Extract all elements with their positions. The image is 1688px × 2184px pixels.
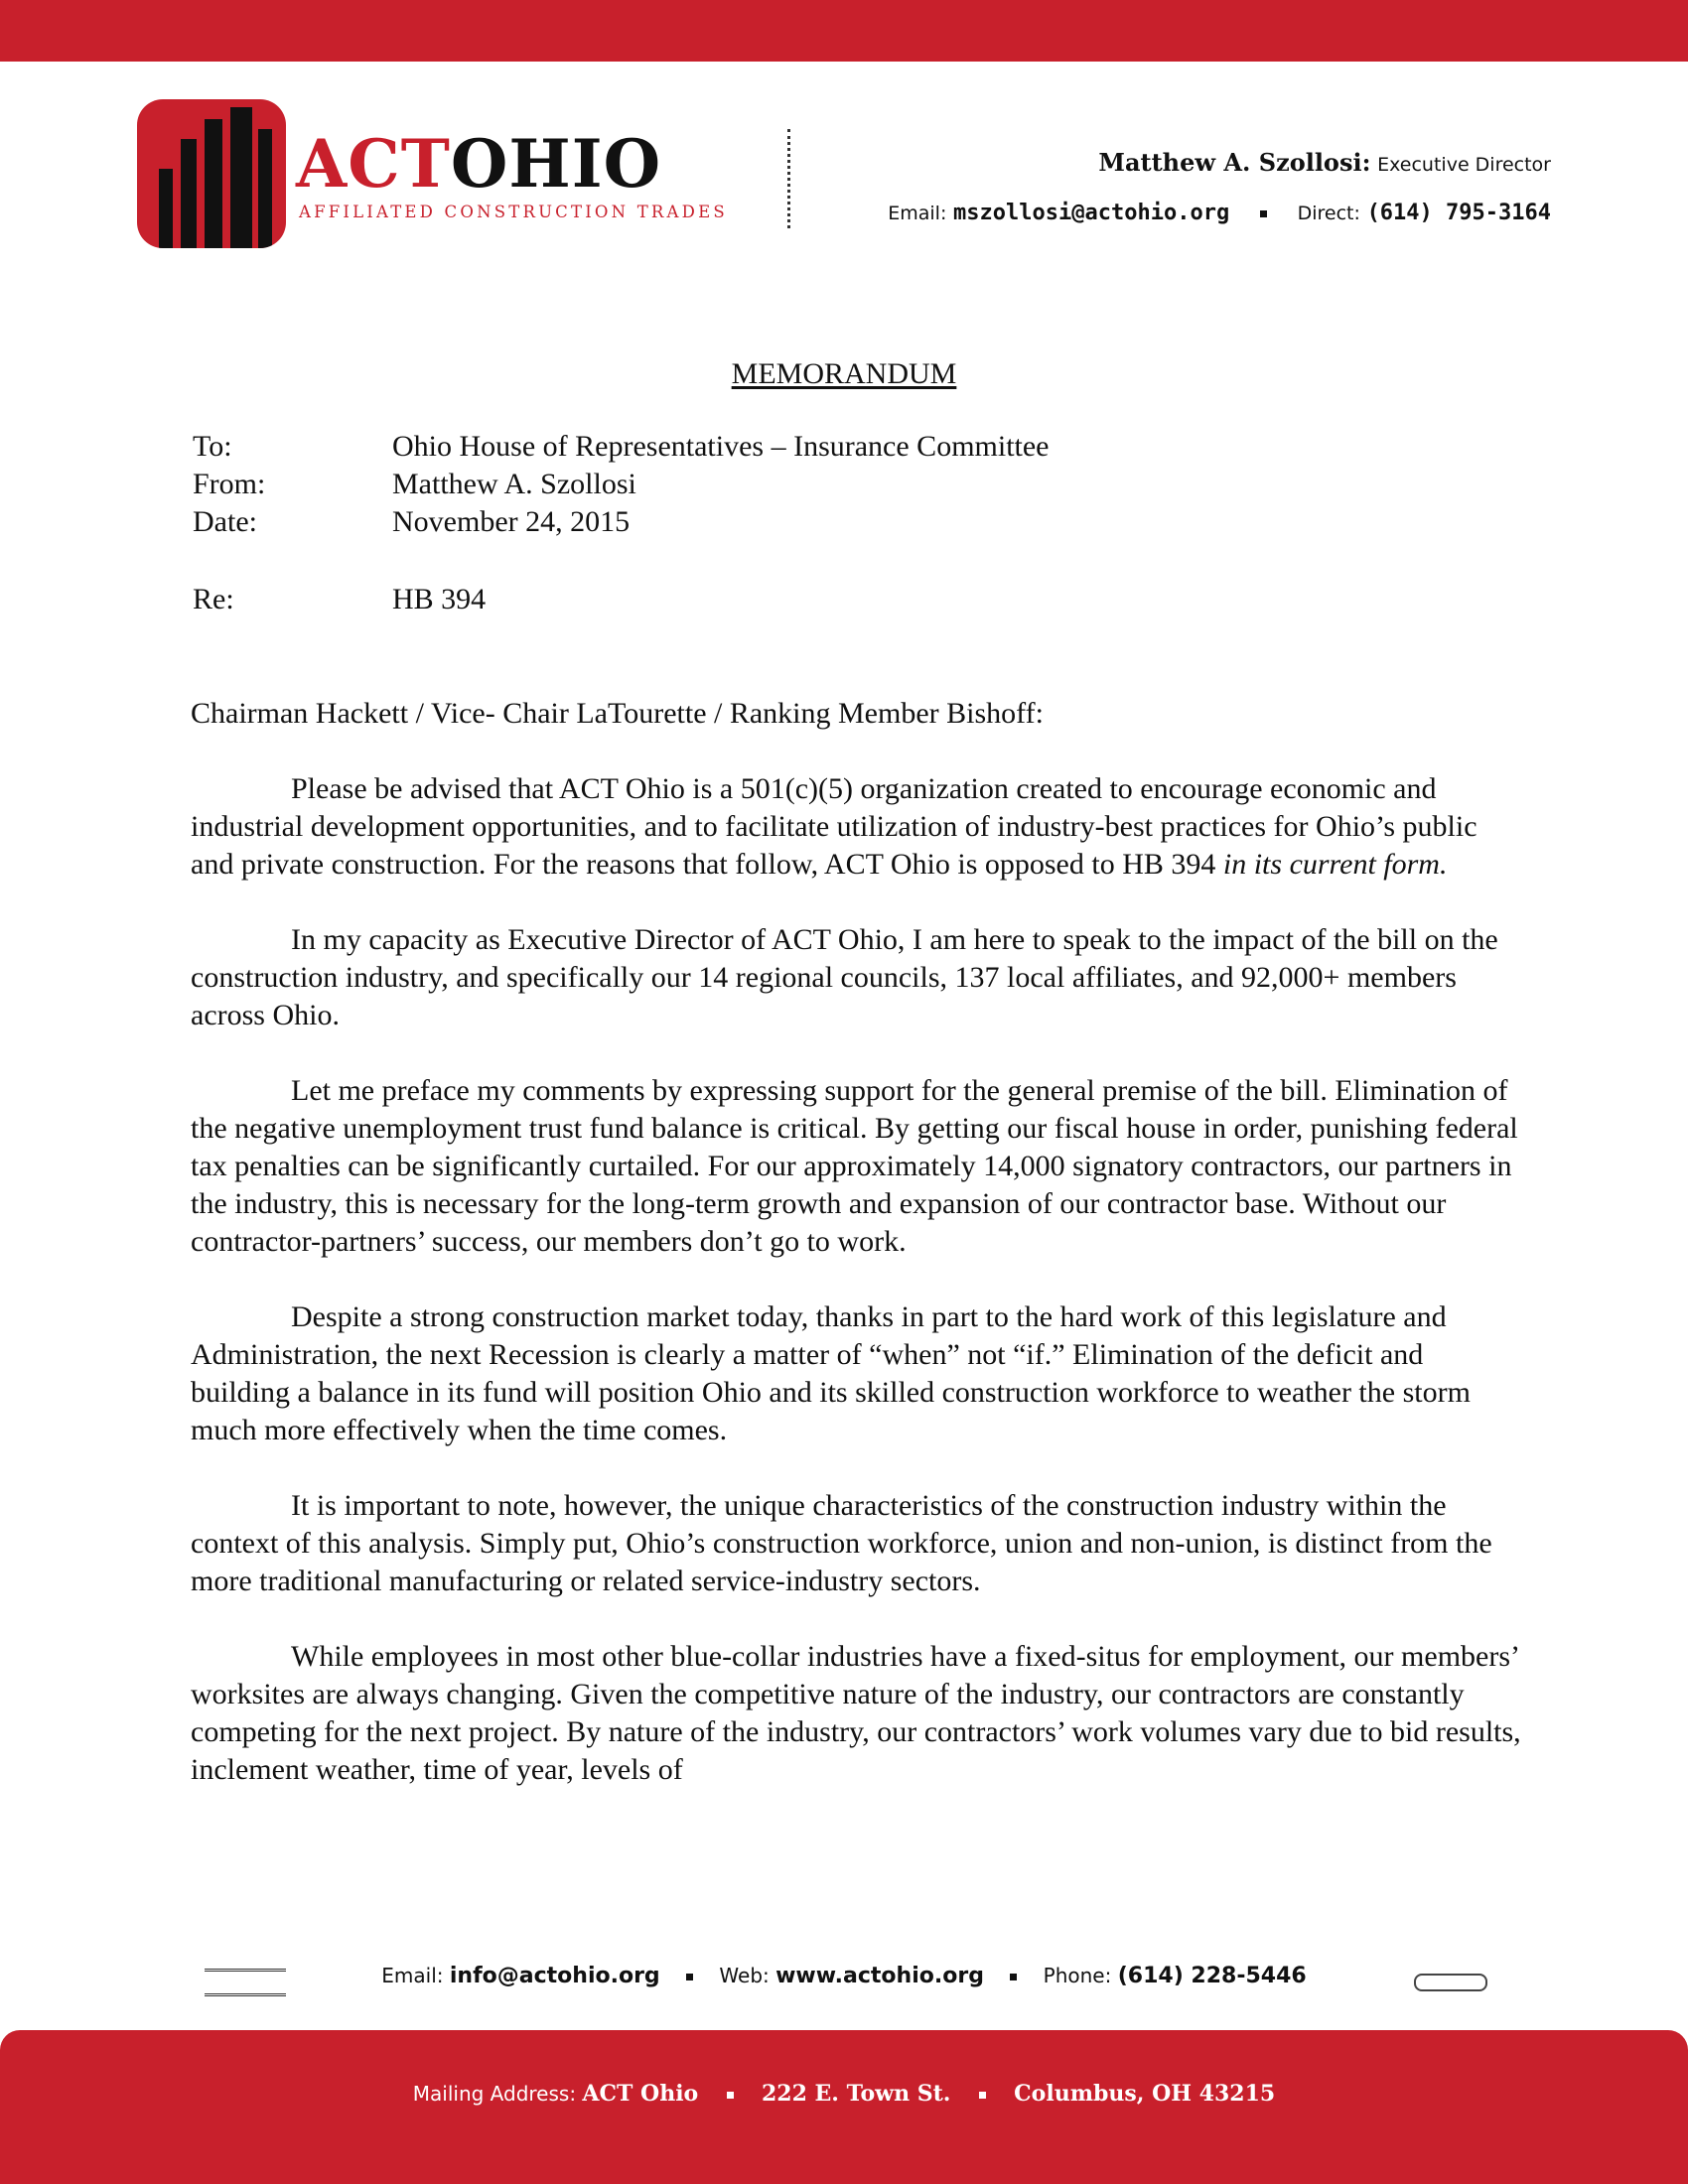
contact-info-line: Email: mszollosi@actohio.org Direct: (614) 795-3164 — [888, 201, 1551, 225]
contact-title: Executive Director — [1377, 154, 1551, 176]
footer-email[interactable]: info@actohio.org — [449, 1964, 660, 1988]
memo-header — [193, 430, 1384, 543]
memo-date-row: Date: November 24, 2015 — [193, 505, 631, 538]
logo-tagline: AFFILIATED CONSTRUCTION TRADES — [299, 203, 728, 221]
act-ohio-logo — [137, 99, 728, 248]
separator-bullet — [1260, 210, 1267, 217]
memo-title: MEMORANDUM — [731, 357, 957, 390]
footer-web[interactable]: www.actohio.org — [775, 1964, 984, 1988]
paragraph-2: In my capacity as Executive Director of ACT Ohio, I am here to speak to the impact of the bill on the construction industry, and specifically our 14 regional councils, 137 local affiliates, and 92,000+ members across Ohio. — [191, 923, 1498, 1031]
memo-body — [191, 695, 1521, 1827]
separator-bullet — [979, 2092, 986, 2099]
paragraph-1: Please be advised that ACT Ohio is a 501(c)(5) organization created to encourage economic and industrial development opportunities, and to facilitate utilization of industry-best practices for Ohio’s public and private construction. For the reasons that follow, ACT Ohio is opposed to HB 394 in its current form. — [191, 772, 1477, 881]
memo-re-row: Re: HB 394 — [193, 583, 487, 615]
paragraph-4: Despite a strong construction market today, thanks in part to the hard work of this legislature and Administration, the next Recession is clearly a matter of “when” not “if.” Elimination of the deficit and building a balance in its fund will position Ohio and its skilled construction workforce to weather the storm much more effectively when the time comes. — [191, 1300, 1471, 1446]
contact-email[interactable]: mszollosi@actohio.org — [953, 201, 1230, 225]
memo-from-row: From: Matthew A. Szollosi — [193, 468, 636, 500]
footer-contact: Email: info@actohio.org Web: www.actohio.org Phone: (614) 228-5446 — [381, 1964, 1307, 1988]
separator-bullet — [686, 1974, 693, 1980]
mailing-address: Mailing Address: ACT Ohio 222 E. Town St. Columbus, OH 43215 — [412, 2081, 1276, 2107]
memo-re: HB 394 — [392, 583, 487, 615]
memo-to-row: To: Ohio House of Representatives – Insurance Committee — [193, 430, 1050, 463]
footer-phone: (614) 228-5446 — [1117, 1964, 1307, 1988]
paragraph-6: While employees in most other blue-collar industries have a fixed-situs for employment, our members’ worksites are always changing. Given the competitive nature of the industry, our contractors are constantly competing for the next project. By nature of the industry, our contractors’ work volumes vary due to bid results, inclement weather, time of year, levels of — [191, 1640, 1521, 1786]
memo-from: Matthew A. Szollosi — [392, 468, 636, 500]
contact-name: Matthew A. Szollosi: — [1098, 148, 1371, 177]
paragraph-3: Let me preface my comments by expressing support for the general premise of the bill. Elimination of the negative unemployment trust fund balance is critical. By getting our fiscal house in order, punishing federal tax penalties can be significantly curtailed. For our approximately 14,000 signatory contractors, our partners in the industry, this is necessary for the long-term growth and expansion of our contractor base. Without our contractor-partners’ success, our members don’t go to work. — [191, 1074, 1518, 1258]
top-red-band — [0, 0, 1688, 62]
mail-org: ACT Ohio — [582, 2081, 699, 2107]
logo-wordmark: ACTOHIO — [296, 125, 662, 203]
header-divider — [787, 129, 790, 228]
salutation: Chairman Hackett / Vice- Chair LaTourette / Ranking Member Bishoff: — [191, 697, 1044, 730]
logo-buildings-icon — [137, 99, 286, 248]
paragraph-5: It is important to note, however, the unique characteristics of the construction industry within the context of this analysis. Simply put, Ohio’s construction workforce, union and non-union, is distinct from the more traditional manufacturing or related service-industry sectors. — [191, 1489, 1492, 1597]
header-contact — [888, 139, 1551, 237]
memo-date: November 24, 2015 — [392, 505, 631, 538]
memo-to: Ohio House of Representatives – Insurance Committee — [392, 430, 1050, 463]
bottom-red-band — [0, 2030, 1688, 2184]
mail-city: Columbus, OH 43215 — [1014, 2081, 1276, 2107]
contact-name-line — [888, 139, 1551, 189]
separator-bullet — [727, 2092, 734, 2099]
separator-bullet — [1010, 1974, 1017, 1980]
mail-street: 222 E. Town St. — [761, 2081, 951, 2107]
contact-direct-phone: (614) 795-3164 — [1366, 201, 1551, 225]
